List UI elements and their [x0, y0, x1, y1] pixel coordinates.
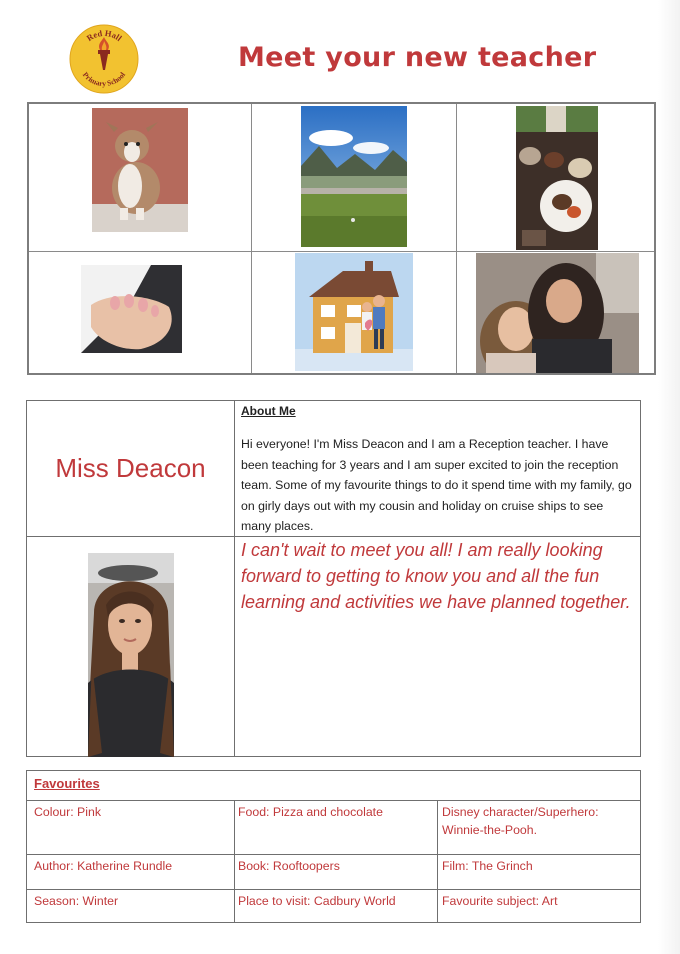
about-heading: About Me [241, 404, 296, 418]
page-edge-shadow [658, 0, 680, 954]
photo-cell-2 [252, 104, 457, 252]
teacher-name: Miss Deacon [55, 453, 206, 483]
favourites-row-line [27, 800, 640, 801]
food-table-photo [516, 106, 598, 250]
favourite-subject: Favourite subject: Art [442, 894, 558, 908]
favourite-film: Film: The Grinch [442, 859, 533, 873]
teacher-portrait-photo [88, 553, 174, 757]
about-text: Hi everyone! I'm Miss Deacon and I am a Reception teacher. I have been teaching for 3 years and I am super excited to join the reception team. Some of my favourite things to do it spend time with my family, go on girly days out with my cousin and holiday on cruise ships to see many places. [241, 437, 632, 533]
mountain-valley-photo [301, 106, 407, 247]
favourites-table [26, 770, 641, 923]
cousins-selfie-photo [476, 253, 639, 373]
favourite-character: Disney character/Superhero: Winnie-the-Pooh. [442, 805, 599, 837]
logo-text-bottom: Primary School [80, 70, 128, 89]
favourite-book: Book: Rooftoopers [238, 859, 340, 873]
favourites-heading: Favourites [34, 776, 100, 791]
about-section [26, 400, 641, 757]
favourite-season: Season: Winter [34, 894, 119, 908]
photo-cell-1 [29, 104, 252, 252]
about-divider-vertical [234, 401, 235, 756]
photo-cell-5 [252, 252, 457, 373]
logo-text-top: Red Hall [84, 27, 124, 44]
favourites-col-line [437, 800, 438, 923]
favourites-col-line [234, 800, 235, 923]
page-title: Meet your new teacher [238, 42, 597, 73]
favourite-place: Place to visit: Cadbury World [238, 894, 396, 908]
school-logo [69, 24, 139, 94]
puppy-photo [92, 108, 188, 232]
photo-cell-4 [29, 252, 252, 373]
favourite-author: Author: Katherine Rundle [34, 859, 173, 873]
photo-cell-6 [457, 252, 654, 373]
favourites-row-line [27, 889, 640, 890]
photo-cell-3 [457, 104, 654, 252]
favourites-row-line [27, 854, 640, 855]
house-family-illustration [295, 253, 413, 371]
teacher-quote: I can't wait to meet you all! I am really looking forward to getting to know you and all the fun learning and activities we have planned together. [241, 540, 631, 612]
photo-grid [27, 102, 656, 375]
favourite-colour: Colour: Pink [34, 805, 101, 819]
favourite-food: Food: Pizza and chocolate [238, 805, 383, 819]
pink-nails-photo [81, 265, 182, 353]
